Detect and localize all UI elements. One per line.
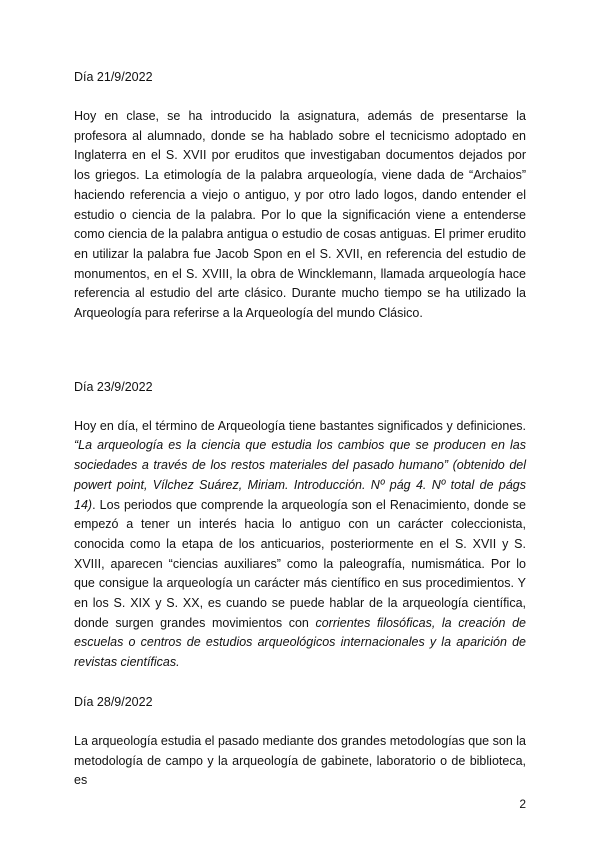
entry-text-3: La arqueología estudia el pasado mediante dos grandes metodologías que son la metodología de campo y la arqueología de gabinete, laboratorio o de biblioteca, es [74, 733, 526, 788]
entry-date-1: Día 21/9/2022 [74, 70, 153, 84]
entry-text-1: Hoy en clase, se ha introducido la asignatura, además de presentarse la profesora al alumnado, donde se ha hablado sobre el tecnicismo adoptado en Inglaterra en el S. XVII por eruditos que investigaban documentos dejados por los griegos. La etimología de la palabra arqueología, viene dada de “Archaios” haciendo referencia a viejo o antiguo, y por otro lado logos, dando entender el estudio o ciencia de la palabra. Por lo que la significación viene a entenderse como ciencia de la palabra antigua o estudio de cosas antiguas. El primer erudito en utilizar la palabra fue Jacob Spon en el S. XVII, en referencia del estudio de monumentos, en el S. XVIII, la obra de Wincklemann, llamada arqueología hace referencia al estudio del arte clásico. Durante mucho tiempo se ha utilizado la Arqueología para referirse a la Arqueología del mundo Clásico. [74, 109, 526, 321]
page-content [74, 68, 526, 791]
entry-2-italic-end: corrientes filosóficas, la creación de escuelas o centros de estudios arqueológicos internacionales y la aparición de revistas científicas. [74, 615, 526, 670]
entry-date-2: Día 23/9/2022 [74, 379, 153, 394]
entry-text-2 [74, 417, 526, 673]
page-number: 2 [519, 797, 526, 811]
entry-2-quote: “La arqueología es la ciencia que estudia los cambios que se producen en las sociedades a través de los restos materiales del pasado humano” (obtenido del powert point, Vílchez Suárez, Miriam. Introducción. Nº pág 4. Nº total de págs 14) [74, 438, 526, 512]
entry-2-intro: Hoy en día, el término de Arqueología tiene bastantes significados y definiciones. [74, 418, 526, 433]
entry-date-3: Día 28/9/2022 [74, 694, 153, 709]
entry-2-body: . Los periodos que comprende la arqueología son el Renacimiento, donde se empezó a tener un interés hacia lo antiguo con un carácter coleccionista, conocida como la etapa de los anticuarios, posteriormente en el S. XVII y S. XVIII, aparecen “ciencias auxiliares” como la paleografía, numismática. Por lo que consigue la arqueología un carácter más científico en sus procedimientos. Y en los S. XIX y S. XX, es cuando se puede hablar de la arqueología científica, donde surgen grandes movimientos con [74, 497, 526, 630]
